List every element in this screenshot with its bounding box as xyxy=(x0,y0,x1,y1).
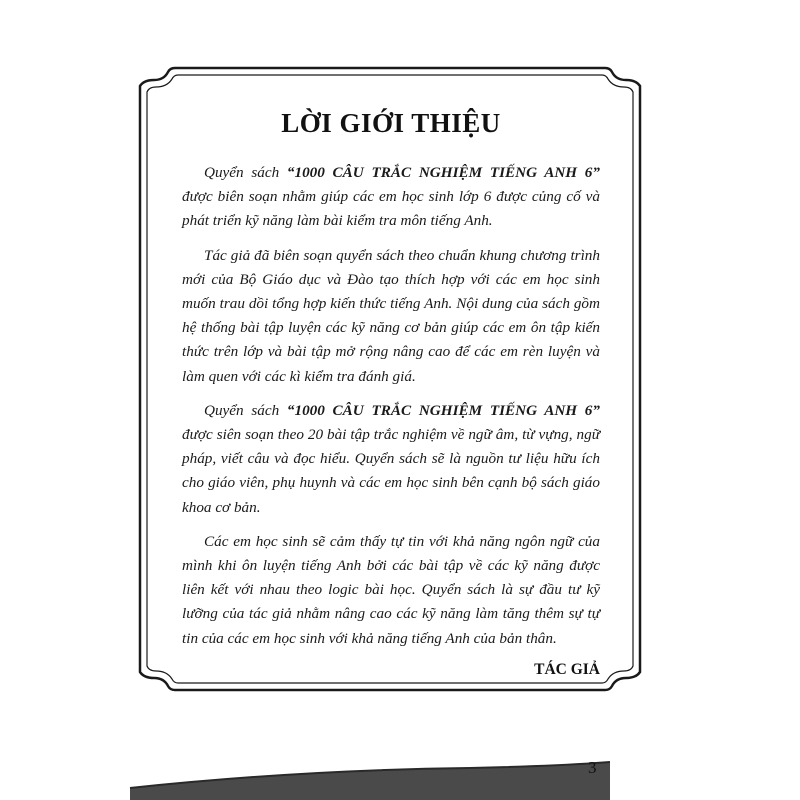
author-signature: TÁC GIẢ xyxy=(534,660,600,678)
paragraph-1 xyxy=(182,161,600,234)
page-title: LỜI GIỚI THIỆU xyxy=(281,108,501,138)
paragraph-1-before: Quyển sách xyxy=(204,164,287,181)
book-title: “1000 CÂU TRẮC NGHIỆM TIẾNG ANH 6” xyxy=(286,401,600,419)
paragraph-2: Tác giả đã biên soạn quyển sách theo chuẩn khung chương trình mới của Bộ Giáo dục và Đào tạo thích hợp với các em học sinh muốn trau dồi tổng hợp kiến thức tiếng Anh. Nội dung của sách gồm hệ thống bài tập luyện các kỹ năng cơ bản giúp các em ôn tập kiến thức trên lớp và bài tập mở rộng nâng cao để các em rèn luyện và làm quen với các kì kiểm tra đánh giá. xyxy=(182,246,600,385)
introduction-section xyxy=(182,108,600,679)
paragraph-1-after: được biên soạn nhằm giúp các em học sinh lớp 6 được củng cố và phát triển kỹ năng làm bài kiểm tra môn tiếng Anh. xyxy=(182,188,600,230)
paragraph-4: Các em học sinh sẽ cảm thấy tự tin với khả năng ngôn ngữ của mình khi ôn luyện tiếng Anh bởi các bài tập về các kỹ năng được liên kết với nhau theo logic bài học. Quyển sách là sự đầu tư kỹ lưỡng của tác giả nhằm nâng cao các kỹ năng làm tăng thêm sự tự tin của các em học sinh với khả năng tiếng Anh của bản thân. xyxy=(182,532,600,647)
page-number: 3 xyxy=(588,758,597,777)
book-title: “1000 CÂU TRẮC NGHIỆM TIẾNG ANH 6” xyxy=(286,164,600,181)
paragraph-3-after: được siên soạn theo 20 bài tập trắc nghiệm về ngữ âm, từ vựng, ngữ pháp, viết câu và đọc hiểu. Quyển sách sẽ là nguồn tư liệu hữu ích cho giáo viên, phụ huynh và các em học sinh bên cạnh bộ sách giáo khoa cơ bản. xyxy=(182,426,600,516)
paragraph-3-before: Quyển sách xyxy=(204,401,287,419)
paragraph-3 xyxy=(182,399,600,520)
